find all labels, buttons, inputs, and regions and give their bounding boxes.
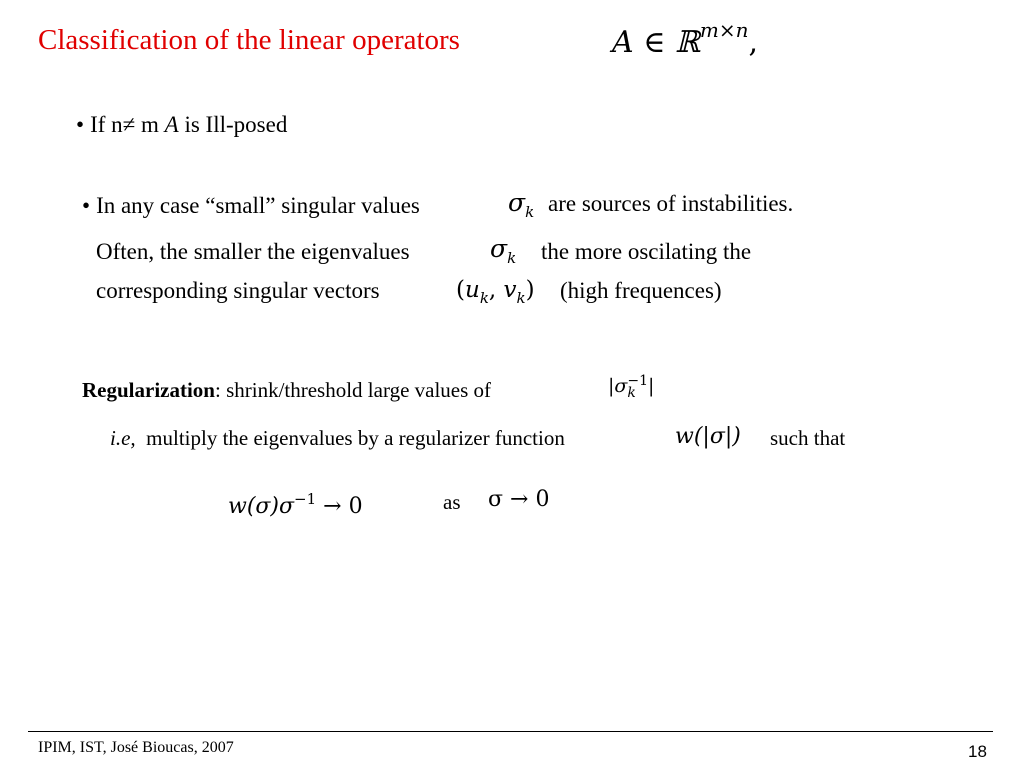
bullet-marker: • [82,193,91,218]
bullet1-text-a: If n≠ m [90,112,165,137]
regularization-label: Regularization [82,378,215,402]
ie-line [110,426,565,451]
sigma-k-math-2 [490,234,516,267]
vector-u: u [464,277,480,303]
vector-u-sub: k [479,289,489,307]
singular-vectors-math [456,277,535,307]
abs-bar-close: | [648,375,655,397]
bullet2-line1-b: are sources of instabilities. [548,191,794,216]
vector-v: v [503,277,517,303]
sigma-symbol: σ [614,375,628,397]
sigma-subscript: k [525,203,535,221]
regularization-line [82,378,491,403]
title-math-expression [612,18,759,60]
bullet2-line3-b: (high frequences) [560,278,722,303]
sigma-inverse-sup: −1 [627,373,649,389]
condition-left-a: w(σ)σ [228,494,295,519]
bullet2-line1-a: In any case “small” singular values [96,193,420,218]
regularization-text: : shrink/threshold large values of [214,378,492,402]
title-math-exponent: m×n [699,18,749,42]
bullet2-line2-a: Often, the smaller the eigenvalues [96,239,410,264]
condition-as: as [443,490,461,514]
condition-left-b: → 0 [316,494,363,519]
abs-bar-open: | [608,375,615,397]
sigma-symbol: σ [490,234,508,263]
ie-text-a: multiply the eigenvalues by a regularizer function [146,426,565,450]
footer-divider [28,731,993,732]
condition-right-math: σ → 0 [488,487,550,512]
ie-text-b: such that [770,426,846,450]
page-number: 18 [968,742,987,761]
vectors-comma: , [488,277,504,303]
regularizer-function-math: w(|σ|) [675,424,741,449]
bullet2-line1 [82,193,420,219]
sigma-subscript: k [507,249,517,267]
sigma-inverse-math [608,375,654,399]
title-math-base: A ∈ ℝ [612,25,700,60]
sigma-inverse-sub: k [627,385,636,401]
title-math-trail: , [748,25,759,60]
bullet1-text-b: is Ill-posed [178,112,288,137]
bullet-marker: • [76,112,85,137]
bullet-ill-posed [76,112,287,138]
slide-title: Classification of the linear operators [38,24,460,56]
vectors-open-paren: ( [456,277,465,303]
bullet1-var: A [164,112,179,137]
footer-credit: IPIM, IST, José Bioucas, 2007 [38,739,234,756]
condition-left-sup: −1 [294,490,317,508]
bullet2-line2-b: the more oscilating the [541,239,752,264]
bullet2-line3-a: corresponding singular vectors [96,278,380,303]
vector-v-sub: k [516,289,526,307]
condition-left-math [228,490,363,519]
vectors-close-paren: ) [525,277,535,303]
sigma-k-math [508,188,534,221]
sigma-symbol: σ [508,188,526,217]
ie-label: i.e, [110,426,136,450]
